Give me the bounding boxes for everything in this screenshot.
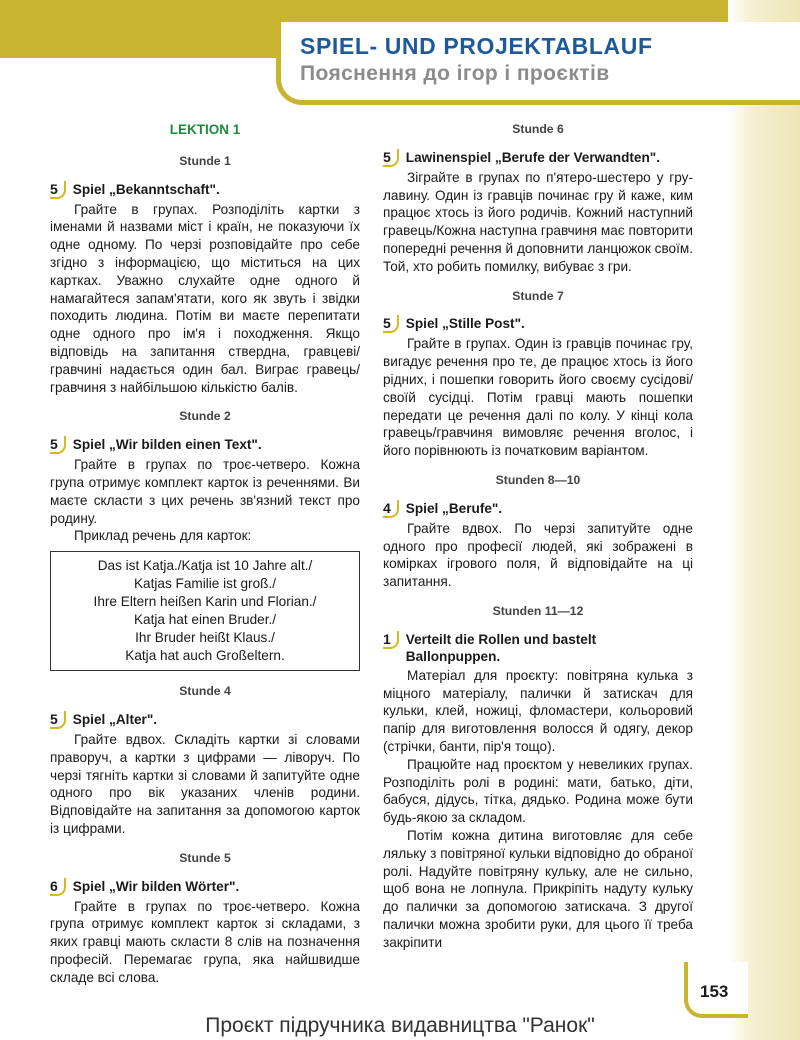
task-number: 5	[50, 711, 66, 729]
example-line: Katja hat auch Großeltern.	[125, 648, 285, 664]
task-header	[383, 149, 693, 167]
lektion-heading: LEKTION 1	[169, 122, 241, 137]
left-column	[50, 118, 360, 987]
task-number: 4	[383, 500, 399, 518]
example-label: Приклад речень для карток:	[74, 528, 252, 544]
task-text: Грайте в групах по троє-четверо. Кожна група отримує комплект карток із реченнями. Ви маєте скласти з цих речень зв'язний текст про родину.	[50, 457, 360, 526]
example-line: Katja hat einen Bruder./	[133, 612, 277, 628]
task-text: Зіграйте в групах по п'ятеро-шестеро у гру-лавину. Один із гравців починає гру й каже, ким працює хтось із його родичів. Кожний наступний гравець/Кожна наступна гравчиня має повторити попередні речення й доповнити ланцюжок своїм. Той, хто робить помилку, вибуває з гри.	[383, 169, 693, 274]
task-title: Spiel „Wir bilden einen Text".	[72, 437, 262, 453]
example-line: Katjas Familie ist groß./	[133, 576, 277, 592]
stunde-heading: Stunde 7	[512, 288, 564, 303]
example-line: Das ist Katja./Katja ist 10 Jahre alt./	[97, 558, 313, 574]
example-box	[50, 551, 360, 671]
task-text: Грайте вдвох. По черзі запитуйте одне одного про професії людей, які зображені в комірках ігрового поля, й відповідайте на ці запитання.	[383, 520, 693, 590]
task-title: Verteilt die Rollen und bastelt Ballonpuppen.	[405, 631, 597, 664]
example-line: Ihr Bruder heißt Klaus./	[135, 630, 275, 646]
task-number: 5	[383, 149, 399, 167]
task-title: Spiel „Alter".	[72, 711, 158, 727]
task-number: 5	[50, 181, 66, 199]
task-header	[383, 315, 693, 333]
task-text: Грайте в групах. Один із гравців починає гру, вигадує речення про те, де працює хтось із його рідних, і пошепки говорить його своєму сусідові/своїй сусідці. Потім гравці мають пошепки передати це речення далі по колу. У кінці кола гравець/гравчиня вимовляє речення вголос, і його порівнюють із початковим варіантом.	[383, 336, 693, 459]
task-header	[383, 631, 693, 665]
right-margin-strip	[728, 0, 800, 1040]
task-number: 6	[50, 878, 66, 896]
stunde-heading: Stunde 6	[512, 122, 564, 136]
task-header	[50, 711, 360, 729]
stunde-heading: Stunde 4	[179, 684, 231, 699]
page-number: 153	[700, 982, 729, 1001]
task-number: 5	[50, 436, 66, 454]
task-header	[50, 436, 360, 454]
task-title: Lawinenspiel „Berufe der Verwandten".	[405, 149, 661, 165]
footer-text: Проєкт підручника видавництва "Ранок"	[205, 1014, 595, 1037]
page-title: SPIEL- UND PROJEKTABLAUF	[300, 33, 653, 59]
stunde-heading: Stunde 5	[179, 850, 231, 865]
stunde-heading: Stunden 8—10	[495, 472, 581, 487]
task-title: Spiel „Bekanntschaft".	[72, 181, 220, 197]
task-header	[50, 181, 360, 199]
task-number: 5	[383, 315, 399, 333]
task-text: Грайте в групах. Розподіліть картки з іменами й назвами міст і країн, не показуючи їх одне одному. По черзі розповідайте про себе згідно з інформацією, що міститься на цих картках. Уважно слухайте одне одного й намагайтеся запам'ятати, кого як звуть і звідки походить людина. Потім ви маєте перепитати одне одного про ім'я і походження. Якщо відповідь на запитання ствердна, гравцеві/гравчині надається один бал. Виграє гравець/гравчиня з найбільшою кількістю балів.	[50, 201, 360, 395]
task-title: Spiel „Berufe".	[405, 500, 503, 516]
task-text: Грайте вдвох. Складіть картки зі словами праворуч, а картки з цифрами — ліворуч. По черзі тягніть картки зі словами й запитуйте одне одного про вік указаних членів родини. Відповідайте на запитання за допомогою карток із цифрами.	[50, 731, 360, 836]
stunde-heading: Stunde 2	[179, 409, 231, 424]
task-text: Матеріал для проєкту: повітряна кулька з міцного матеріалу, палички й затискач для кульки, клей, ножиці, фломастери, кольоровий папір для виготовлення волосся й одягу, декор (стрічки, банти, пір'я тощо).	[383, 667, 693, 754]
task-header	[50, 878, 360, 896]
task-number: 1	[383, 631, 399, 649]
task-text: Потім кожна дитина виготовляє для себе ляльку з повітряної кульки відповідно до обраної ролі. Надуйте повітряну кульку, але не сильно, щоб вона не лопнула. Прикріпіть надуту кульку до палички за допомогою затискача. З другої палички можна зробити руки, для цього її треба закріпити	[383, 827, 693, 950]
right-column	[383, 118, 693, 951]
page-subtitle: Пояснення до ігор і проєктів	[300, 62, 610, 85]
task-header	[383, 500, 693, 518]
task-title: Spiel „Wir bilden Wörter".	[72, 878, 240, 894]
task-text: Грайте в групах по троє-четверо. Кожна група отримує комплект карток зі складами, з яких гравці мають скласти 8 слів на позначення професій. Перемагає група, яка найшвидше складе всі слова.	[50, 898, 360, 985]
task-text: Працюйте над проєктом у невеликих групах. Розподіліть ролі в родині: мати, батько, діти, бабуся, дідусь, тітка, дядько. Родина може бути будь-якою за складом.	[383, 756, 693, 826]
stunde-heading: Stunde 1	[179, 153, 231, 168]
example-line: Ihre Eltern heißen Karin und Florian./	[93, 594, 317, 610]
stunde-heading: Stunden 11—12	[492, 603, 584, 618]
task-title: Spiel „Stille Post".	[405, 316, 525, 332]
